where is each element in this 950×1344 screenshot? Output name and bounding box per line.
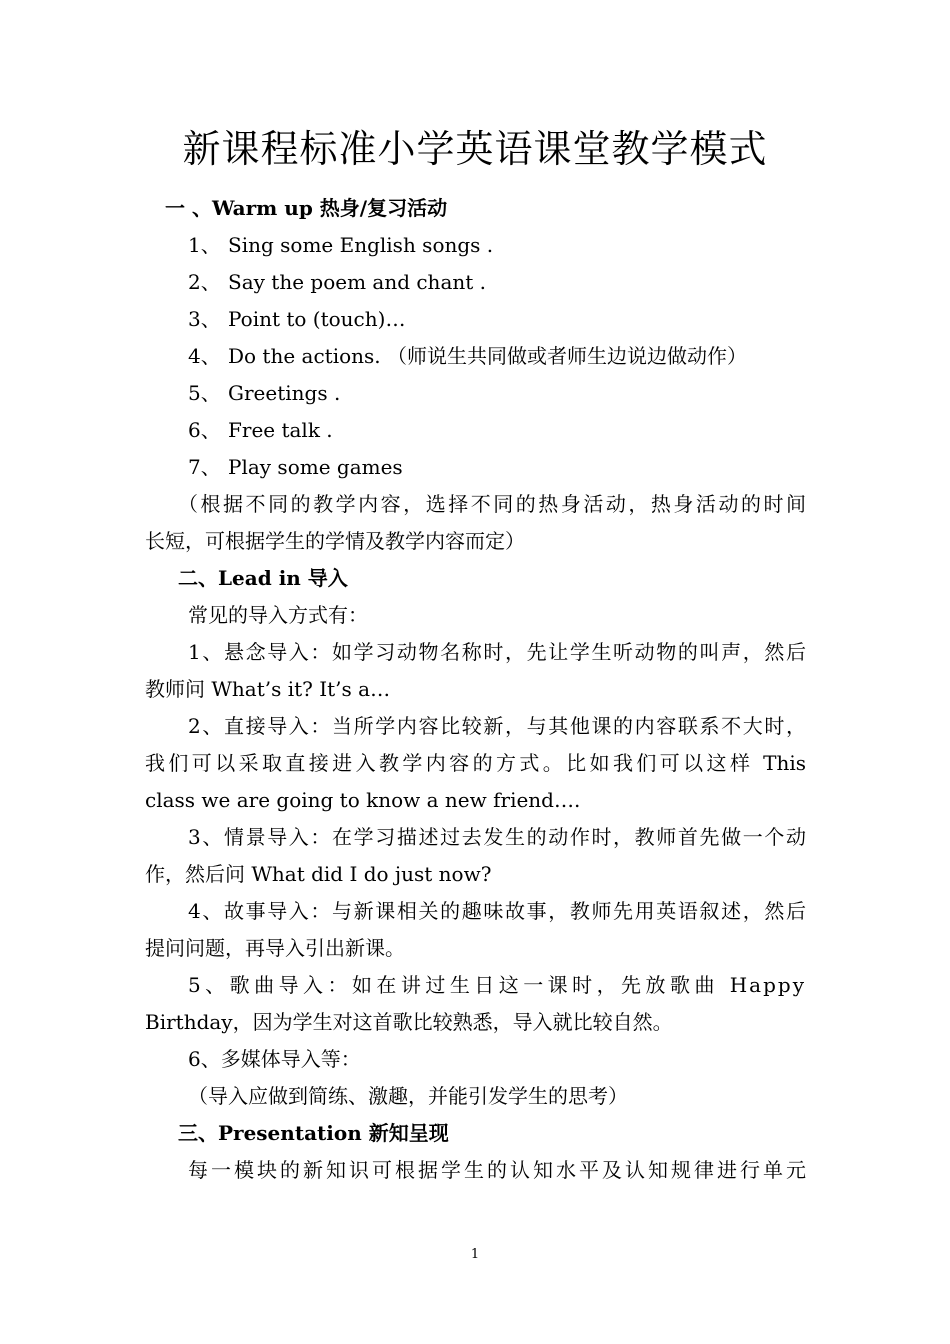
list-item [188,453,403,481]
list-item-number: 7、 [188,455,221,479]
paragraph-line: 每一模块的新知识可根据学生的认知水平及认知规律进行单元 [188,1158,806,1182]
list-item-text: Point to (touch)… [228,307,406,331]
list-item-number: 6、 [188,418,221,442]
list-item-text: Do the actions. （师说生共同做或者师生边说边做动作） [228,344,748,368]
list-item [188,305,405,333]
list-item-text: Sing some English songs . [228,233,494,257]
paragraph-line: 3、情景导入：在学习描述过去发生的动作时，教师首先做一个动 [188,825,806,849]
paragraph-line: 6、多媒体导入等： [188,1047,361,1071]
list-item-text: Greetings . [228,381,341,405]
list-item [188,268,486,296]
paragraph-line: （导入应做到简练、激趣，并能引发学生的思考） [188,1084,628,1108]
list-item-text: Free talk . [228,418,333,442]
section-heading-warm-up: 一 、Warm up 热身/复习活动 [165,196,448,220]
paragraph-line: 2、直接导入：当所学内容比较新，与其他课的内容联系不大时， [188,714,806,738]
paragraph-line: Birthday，因为学生对这首歌比较熟悉，导入就比较自然。 [145,1010,673,1034]
list-item-number: 1、 [188,233,221,257]
paragraph-line: 提问问题，再导入引出新课。 [145,936,405,960]
section-heading-lead-in: 二、Lead in 导入 [178,566,348,590]
list-item [188,379,340,407]
paragraph-line: 长短，可根据学生的学情及教学内容而定） [145,529,525,553]
paragraph-line: 我们可以采取直接进入教学内容的方式。比如我们可以这样 This [145,751,806,775]
list-item-text: Say the poem and chant . [228,270,486,294]
list-item [188,416,333,444]
paragraph-line: 作，然后问 What did I do just now? [145,862,492,886]
paragraph-line: 常见的导入方式有： [188,603,368,627]
paragraph-line: 教师问 What’s it? It’s a… [145,677,391,701]
paragraph-line: 5、歌曲导入：如在讲过生日这一课时，先放歌曲 Happy [188,973,806,997]
section-heading-presentation: 三、Presentation 新知呈现 [178,1121,449,1145]
list-item-number: 5、 [188,381,221,405]
document-title: 新课程标准小学英语课堂教学模式 [182,127,768,171]
paragraph-line: 4、故事导入：与新课相关的趣味故事，教师先用英语叙述，然后 [188,899,806,923]
paragraph-line: （根据不同的教学内容，选择不同的热身活动，热身活动的时间 [178,492,806,516]
page-number: 1 [470,1247,480,1262]
list-item-number: 3、 [188,307,221,331]
list-item [188,342,747,370]
list-item [188,231,493,259]
list-item-text: Play some games [228,455,403,479]
paragraph-line: 1、悬念导入：如学习动物名称时，先让学生听动物的叫声，然后 [188,640,806,664]
list-item-number: 4、 [188,344,221,368]
paragraph-line: class we are going to know a new friend…. [145,788,581,812]
list-item-number: 2、 [188,270,221,294]
